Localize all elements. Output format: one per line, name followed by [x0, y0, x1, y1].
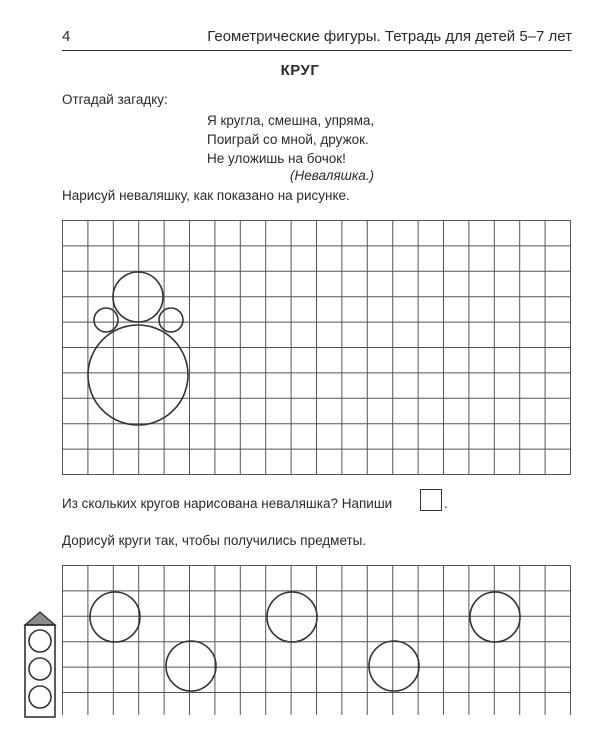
riddle-prompt: Отгадай загадку:: [62, 92, 168, 107]
drawing-grid[interactable]: [62, 220, 572, 480]
incomplete-circle: [369, 641, 419, 691]
roly-poly-left-arm: [94, 308, 118, 332]
page-number: 4: [62, 28, 71, 45]
question-text: Из скольких кругов нарисована неваляшка? Напиши: [62, 496, 393, 511]
roly-poly-figure: [88, 272, 188, 425]
page-header: [62, 26, 572, 51]
riddle-line: Не уложишь на бочок!: [207, 151, 346, 166]
riddle-line: Я кругла, смешна, упряма,: [207, 113, 375, 128]
drawing-grid-2[interactable]: [62, 565, 572, 715]
question-end: .: [444, 496, 448, 511]
incomplete-circle: [267, 592, 317, 642]
task-instruction-complete: Дорисуй круги так, чтобы получились предметы.: [62, 533, 367, 548]
traffic-light-circle: [29, 630, 51, 652]
grid-lines: [62, 220, 571, 475]
page-title: КРУГ: [280, 62, 320, 79]
roly-poly-right-arm: [159, 308, 183, 332]
task-instruction-draw: Нарисуй неваляшку, как показано на рисунке.: [62, 188, 350, 203]
traffic-light-circle: [29, 686, 51, 708]
traffic-light-roof: [25, 612, 55, 625]
riddle-line: Поиграй со мной, дружок.: [207, 132, 369, 147]
grid-lines: [62, 565, 571, 715]
incomplete-circle: [166, 641, 216, 691]
book-title: Геометрические фигуры. Тетрадь для детей 5–7 лет: [207, 28, 572, 45]
incomplete-circle: [470, 592, 520, 642]
traffic-light-circle: [29, 658, 51, 680]
incomplete-circle: [90, 592, 140, 642]
roly-poly-body: [88, 325, 188, 425]
traffic-light-example: [22, 610, 58, 720]
answer-box[interactable]: [420, 489, 442, 511]
riddle-answer: (Неваляшка.): [290, 168, 375, 183]
